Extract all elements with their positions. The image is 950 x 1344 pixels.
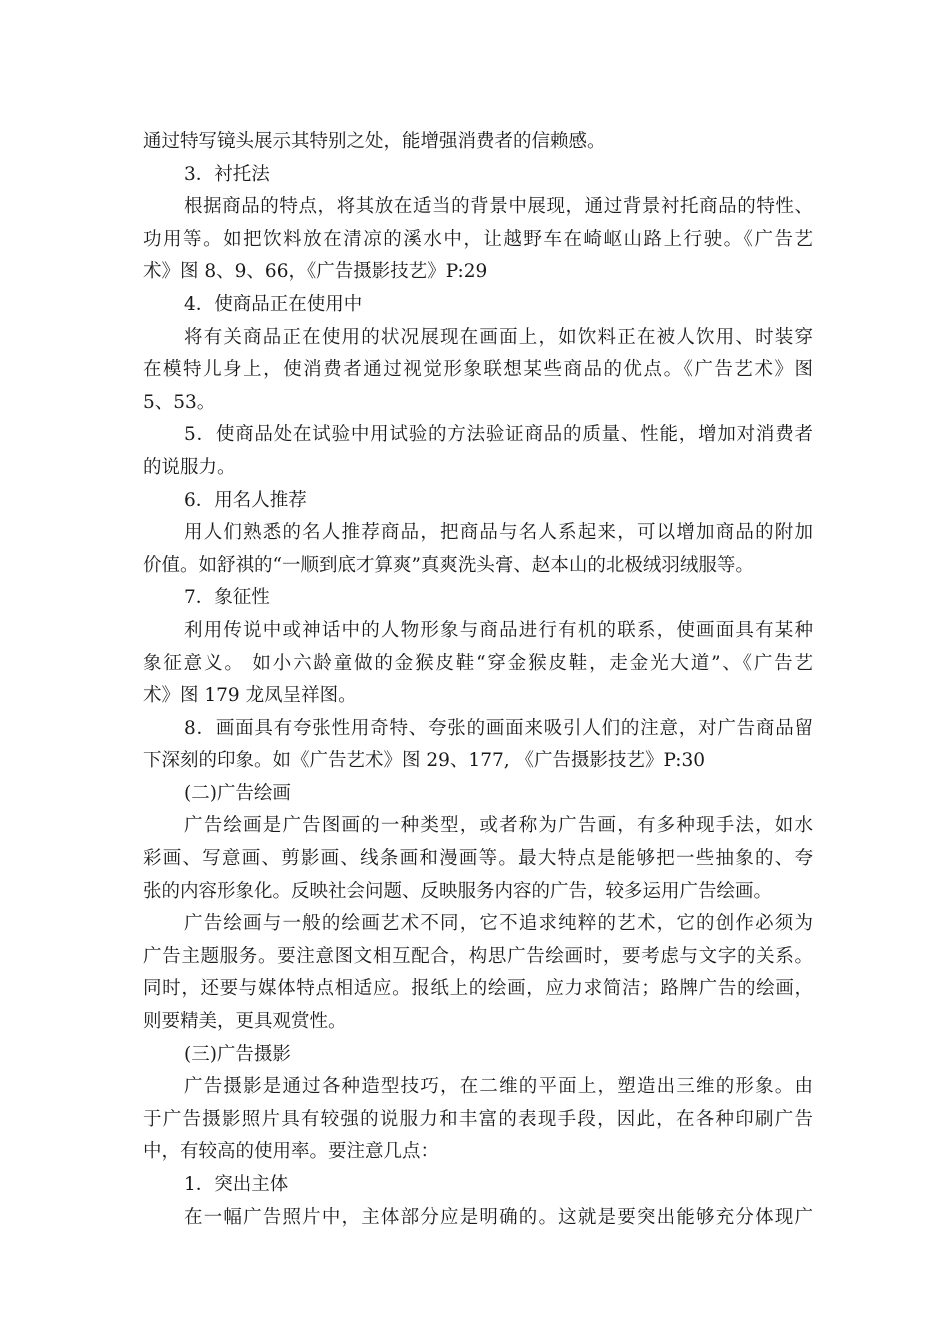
text-line: 中，有较高的使用率。要注意几点： (143, 1141, 440, 1163)
text-line: 价值。如舒祺的“一顺到底才算爽”真爽洗头膏、赵本山的北极绒羽绒服等。 (143, 554, 754, 576)
text-line: 在模特儿身上，使消费者通过视觉形象联想某些商品的优点。《广告艺术》图 (143, 359, 813, 381)
text-line: 术》图 179 龙凤呈祥图。 (143, 685, 357, 707)
text-line: 7．象征性 (184, 587, 270, 609)
text-line: (三)广告摄影 (184, 1043, 291, 1065)
text-line: 4．使商品正在使用中 (184, 293, 363, 315)
text-line: 在一幅广告照片中，主体部分应是明确的。这就是要突出能够充分体现广 (184, 1206, 813, 1228)
text-line: 象征意义。 如小六龄童做的金猴皮鞋“穿金猴皮鞋，走金光大道”、《广告艺 (143, 652, 813, 674)
text-line: 用人们熟悉的名人推荐商品，把商品与名人系起来，可以增加商品的附加 (184, 522, 813, 544)
document-body (143, 126, 813, 1234)
text-line: (二)广告绘画 (184, 782, 291, 804)
text-line: 5．使商品处在试验中用试验的方法验证商品的质量、性能，增加对消费者 (184, 424, 813, 446)
text-line: 6．用名人推荐 (184, 489, 307, 511)
text-line: 张的内容形象化。反映社会问题、反映服务内容的广告，较多运用广告绘画。 (143, 880, 773, 902)
text-line: 下深刻的印象。如《广告艺术》图 29、177, 《广告摄影技艺》P:30 (143, 750, 706, 772)
text-line: 术》图 8、9、66，《广告摄影技艺》P:29 (143, 261, 488, 283)
text-line: 于广告摄影照片具有较强的说服力和丰富的表现手段，因此，在各种印刷广告 (143, 1108, 813, 1130)
text-line: 5、53。 (143, 391, 216, 413)
text-line: 功用等。如把饮料放在清凉的溪水中，让越野车在崎岖山路上行驶。《广告艺 (143, 228, 813, 250)
text-line: 广告主题服务。要注意图文相互配合，构思广告绘画时，要考虑与文字的关系。 (143, 945, 813, 967)
text-line: 广告绘画是广告图画的一种类型，或者称为广告画，有多种现手法，如水 (184, 815, 813, 837)
text-line: 3．衬托法 (184, 163, 270, 185)
text-line: 8．画面具有夸张性用奇特、夸张的画面来吸引人们的注意，对广告商品留 (184, 717, 813, 739)
text-line: 根据商品的特点，将其放在适当的背景中展现，通过背景衬托商品的特性、 (184, 196, 813, 218)
text-line: 1．突出主体 (184, 1174, 289, 1195)
text-line: 将有关商品正在使用的状况展现在画面上，如饮料正在被人饮用、时装穿 (184, 326, 813, 348)
text-line: 广告摄影是通过各种造型技巧，在二维的平面上，塑造出三维的形象。由 (184, 1076, 813, 1098)
text-line: 通过特写镜头展示其特别之处，能增强消费者的信赖感。 (143, 131, 606, 152)
text-line: 同时，还要与媒体特点相适应。报纸上的绘画，应力求简洁；路牌广告的绘画， (143, 978, 813, 1000)
text-line: 的说服力。 (143, 456, 236, 478)
text-line: 彩画、写意画、剪影画、线条画和漫画等。最大特点是能够把一些抽象的、夸 (143, 848, 813, 870)
text-line: 则要精美，更具观赏性。 (143, 1011, 347, 1033)
text-line: 广告绘画与一般的绘画艺术不同，它不追求纯粹的艺术，它的创作必须为 (184, 913, 813, 935)
text-line: 利用传说中或神话中的人物形象与商品进行有机的联系，使画面具有某种 (184, 619, 813, 641)
